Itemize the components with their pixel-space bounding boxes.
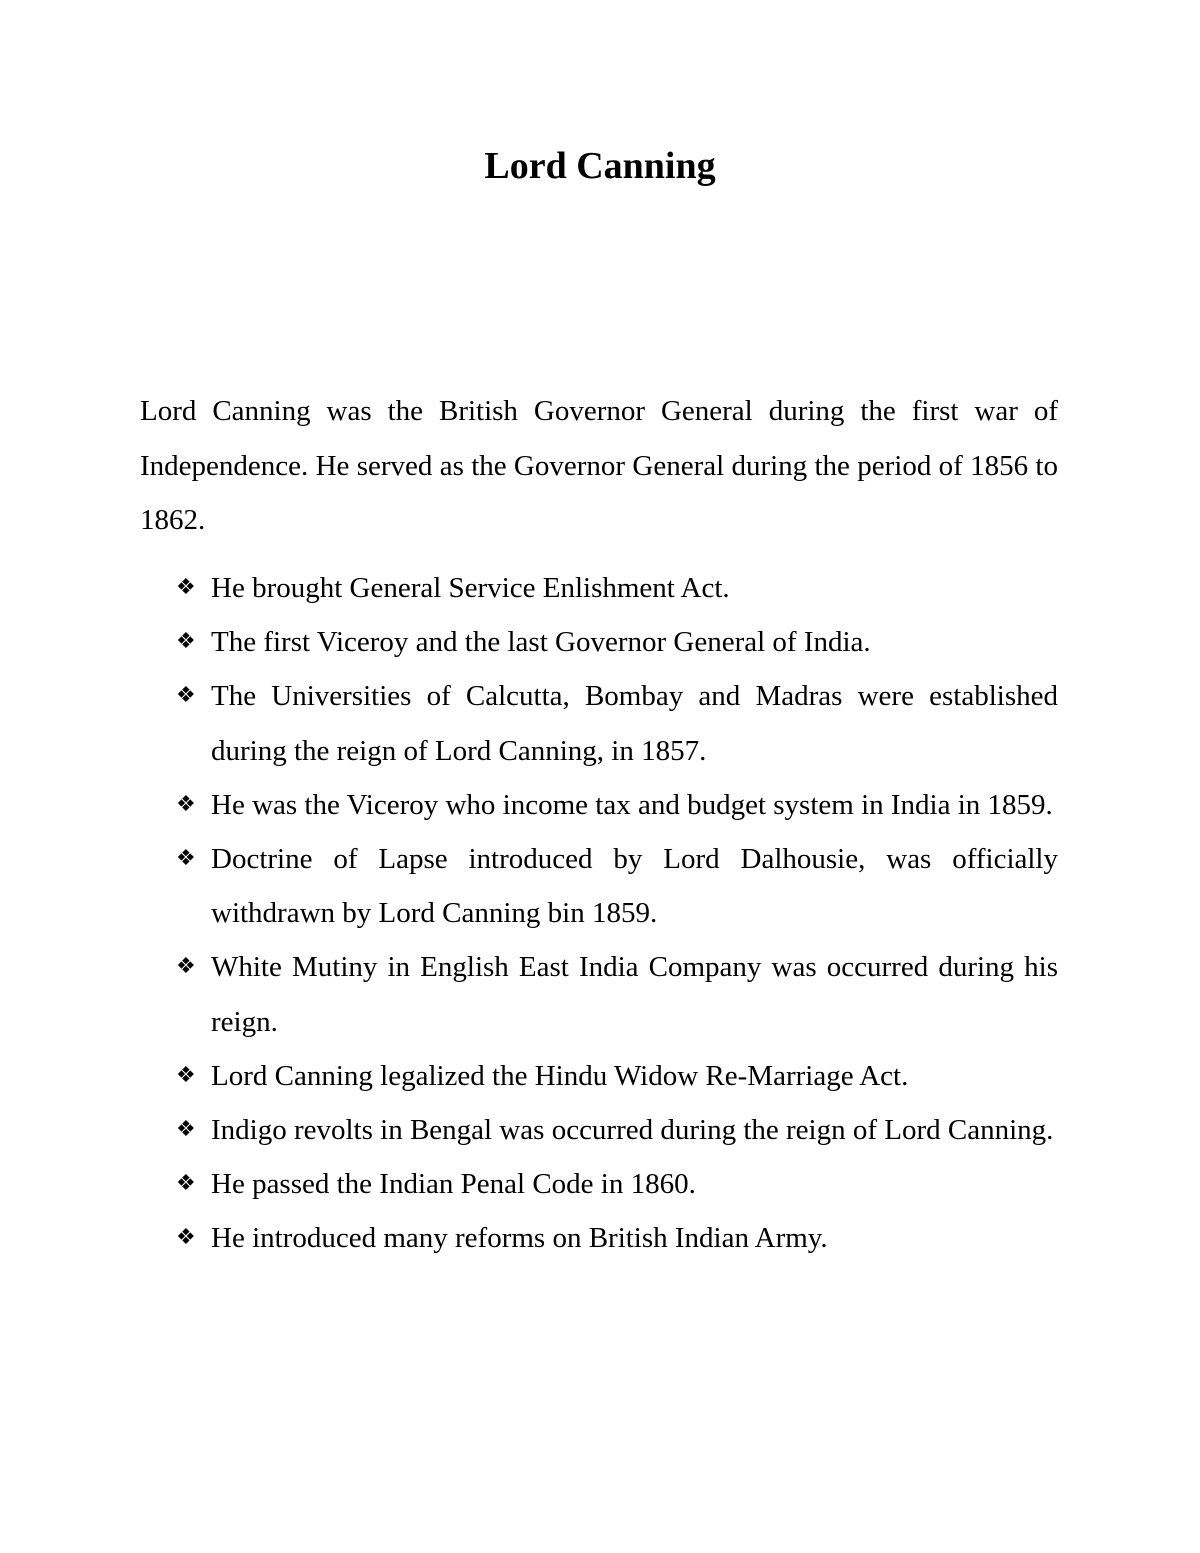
- list-item: [176, 778, 1058, 832]
- list-item-text: The Universities of Calcutta, Bombay and Madras were established during the reign of Lord Canning, in 1857.: [211, 680, 1058, 767]
- diamond-bullet-icon: ❖: [176, 575, 196, 600]
- diamond-bullet-icon: ❖: [176, 1062, 196, 1088]
- list-item-text: Doctrine of Lapse introduced by Lord Dalhousie, was officially withdrawn by Lord Canning bin 1859.: [211, 843, 1058, 930]
- diamond-bullet-icon: ❖: [176, 954, 196, 980]
- list-item-text: He was the Viceroy who income tax and budget system in India in 1859.: [211, 788, 1053, 821]
- list-item-text: White Mutiny in English East India Company was occurred during his reign.: [211, 951, 1058, 1038]
- diamond-bullet-icon: ❖: [176, 1171, 196, 1197]
- list-item-text: The first Viceroy and the last Governor General of India.: [211, 626, 871, 659]
- diamond-bullet-icon: ❖: [176, 683, 196, 709]
- list-item: [176, 615, 1058, 669]
- diamond-bullet-icon: ❖: [176, 1117, 196, 1143]
- list-item: [176, 832, 1058, 940]
- list-item: [176, 669, 1058, 777]
- list-item: [176, 1103, 1058, 1157]
- list-item-text: Lord Canning legalized the Hindu Widow Re-Marriage Act.: [211, 1059, 909, 1092]
- diamond-bullet-icon: ❖: [176, 791, 196, 817]
- list-item-text: He passed the Indian Penal Code in 1860.: [211, 1168, 696, 1201]
- intro-paragraph: Lord Canning was the British Governor General during the first war of Independence. He served as the Governor General during the period of 1856 to 1862.: [140, 395, 1058, 536]
- list-item-text: He introduced many reforms on British Indian Army.: [211, 1222, 828, 1255]
- list-item: [176, 940, 1058, 1048]
- bullet-list: [176, 561, 1058, 1266]
- diamond-bullet-icon: ❖: [176, 629, 196, 655]
- diamond-bullet-icon: ❖: [176, 846, 196, 872]
- list-item: [176, 1049, 1058, 1103]
- diamond-bullet-icon: ❖: [176, 1225, 196, 1251]
- list-item-text: Indigo revolts in Bengal was occurred during the reign of Lord Canning.: [211, 1114, 1054, 1147]
- list-item: [176, 1211, 1058, 1265]
- list-item: [176, 561, 1058, 615]
- page-title: Lord Canning: [484, 145, 716, 187]
- list-item: [176, 1157, 1058, 1211]
- list-item-text: He brought General Service Enlishment Act.: [211, 572, 730, 604]
